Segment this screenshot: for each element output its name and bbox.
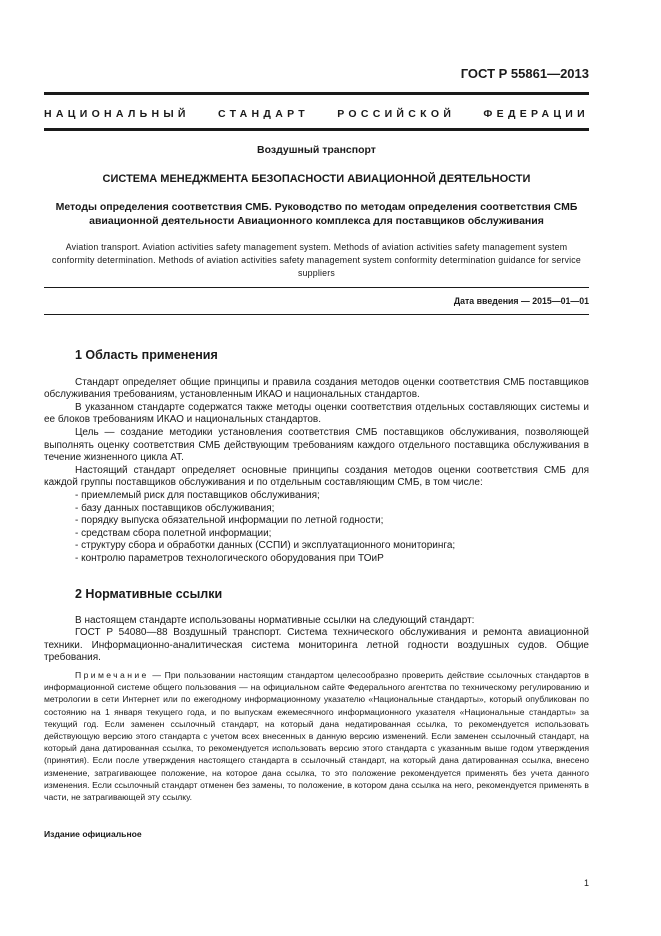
section-1-heading: 1 Область применения — [75, 348, 218, 362]
reference-paragraph: ГОСТ Р 54080—88 Воздушный транспорт. Система технического обслуживания и ремонта авиационной техники. Информационно-аналитическая система мониторинга летной годности воздушных судов. Общие требования. — [44, 627, 589, 664]
title-rule — [44, 287, 589, 288]
note-text: — При пользовании настоящим стандартом целесообразно проверить действие ссылочных стандартов в информационной системе общего пользования — на официальном сайте Федерального агентства по техническому регулированию и метрологии в сети Интернет или по ежегодному информационному указателю «Национальные стандарты», который опубликован по состоянию на 1 января текущего года, и по выпускам ежемесячного информационного указателя «Национальные стандарты» за текущий год. Если заменен ссылочный стандарт, на который дана недатированная ссылка, то рекомендуется использовать действующую версию этого стандарта с учетом всех внесенных в данную версию изменений. Если заменен ссылочный стандарт, на который дана датированная ссылка, то рекомендуется использовать версию этого стандарта с указанным выше годом утверждения (принятия). Если после утверждения настоящего стандарта в ссылочный стандарт, на который дана датированная ссылка, внесено изменение, затрагивающее положение, на которое дана ссылка, то это положение рекомендуется применять без учета данного изменения. Если ссылочный стандарт отменен без замены, то положение, в котором дана ссылка на него, рекомендуется применять в части, не затрагивающей эту ссылку. — [44, 670, 589, 803]
list-item: - структуру сбора и обработки данных (ССПИ) и эксплуатационного мониторинга; — [75, 540, 456, 552]
list-item: - порядку выпуска обязательной информации по летной годности; — [75, 515, 384, 527]
section-1 — [44, 349, 589, 566]
note-block — [44, 669, 589, 803]
english-title: Aviation transport. Aviation activities safety management system. Methods of aviation activities safety management system conformity determination. Methods of aviation activities safety management system conformity determination guidance for service suppliers — [51, 242, 581, 278]
list-item: - приемлемый риск для поставщиков обслуживания; — [75, 489, 320, 501]
page-number: 1 — [583, 878, 589, 888]
section-2-heading: 2 Нормативные ссылки — [75, 587, 223, 601]
list-item: - базу данных поставщиков обслуживания; — [75, 502, 275, 514]
date-rule — [44, 314, 589, 315]
paragraph: В настоящем стандарте использованы нормативные ссылки на следующий стандарт: — [75, 614, 475, 626]
note-paragraph — [44, 669, 589, 803]
list-item: - средствам сбора полетной информации; — [75, 527, 272, 539]
banner-rule — [44, 128, 589, 131]
section-2 — [44, 588, 589, 665]
header-rule — [44, 92, 589, 95]
national-standard-banner: НАЦИОНАЛЬНЫЙ СТАНДАРТ РОССИЙСКОЙ ФЕДЕРАЦИИ — [44, 108, 589, 120]
list-item: - контролю параметров технологического оборудования при ТОиР — [75, 552, 384, 564]
document-category: Воздушный транспорт — [257, 144, 376, 156]
document-system-title: СИСТЕМА МЕНЕДЖМЕНТА БЕЗОПАСНОСТИ АВИАЦИОННОЙ ДЕЯТЕЛЬНОСТИ — [102, 173, 531, 185]
edition-label: Издание официальное — [44, 829, 142, 839]
paragraph: Настоящий стандарт определяет основные принципы создания методов оценки соответствия СМБ для каждой группы поставщиков обслуживания и по отдельным составляющим СМБ, в том числе: — [44, 464, 589, 489]
paragraph: В указанном стандарте содержатся также методы оценки соответствия отдельных составляющих системы и ее блоков требованиям ИКАО и национальных стандартов. — [44, 401, 589, 426]
note-label: Примечание — [75, 670, 149, 680]
gost-number: ГОСТ Р 55861—2013 — [460, 66, 589, 81]
paragraph: Стандарт определяет общие принципы и правила создания методов оценки соответствия СМБ поставщиков обслуживания требованиям, установленным ИКАО и национальных стандартов. — [44, 376, 589, 401]
scope-list — [44, 490, 589, 566]
introduction-date: Дата введения — 2015—01—01 — [453, 296, 589, 306]
paragraph: Цель — создание методики установления соответствия СМБ поставщиков обслуживания, позволяющей выполнять оценку соответствия СМБ действующим требованиям каждого отдельного поставщика обслуживания в течение жизненного цикла АТ. — [44, 426, 589, 464]
document-subtitle: Методы определения соответствия СМБ. Руководство по методам определения соответствия СМБ авиационной деятельности Авиационного комплекса для поставщиков обслуживания — [55, 201, 578, 227]
